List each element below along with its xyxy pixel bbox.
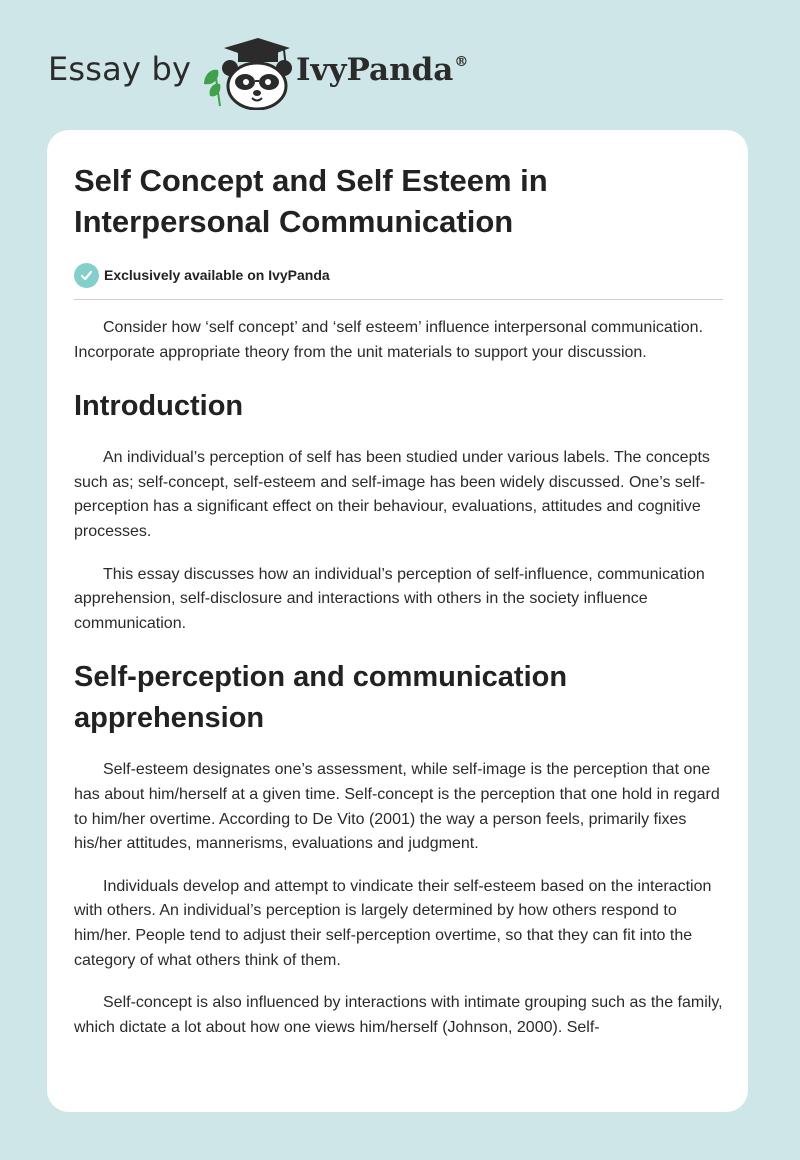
panda-logo-icon — [200, 34, 292, 110]
essay-prompt: Consider how ‘self concept’ and ‘self esteem’ influence interpersonal communication. Incorporate appropriate theory from the unit materials to support your discussion. — [74, 319, 704, 361]
title-divider — [74, 299, 723, 300]
check-icon — [74, 263, 99, 288]
essay-title: Self Concept and Self Esteem in Interpersonal Communication — [74, 163, 548, 239]
exclusive-badge-text: Exclusively available on IvyPanda — [104, 267, 330, 283]
section-heading-self-perception: Self-perception and communication apprehension — [74, 661, 568, 735]
section-heading-introduction: Introduction — [74, 390, 244, 423]
self-perception-paragraph-2: Individuals develop and attempt to vindicate their self-esteem based on the interaction with others. An individual’s perception is largely determined by how others respond to him/her. People tend to adjust their self-perception overtime, so that they can fit into the category of what others think of them. — [74, 877, 712, 969]
brand-name — [296, 52, 468, 88]
brand-header[interactable] — [48, 34, 508, 114]
essay-card — [47, 130, 748, 1112]
self-perception-paragraph-3: Self-concept is also influenced by interactions with intimate grouping such as the family, which dictate a lot about how one views him/herself (Johnson, 2000). Self- — [74, 994, 723, 1036]
intro-paragraph-1: An individual’s perception of self has been studied under various labels. The concepts such as; self-concept, self-esteem and self-image has been widely discussed. One’s self-perception has a significant effect on their behaviour, evaluations, attitudes and cognitive processes. — [74, 449, 710, 540]
intro-paragraph-2: This essay discusses how an individual’s perception of self-influence, communication apprehension, self-disclosure and interactions with others in the society influence communication. — [74, 565, 705, 632]
essay-content — [74, 160, 724, 1040]
registered-mark: ® — [454, 54, 469, 70]
exclusive-badge — [74, 262, 724, 288]
brand-name-text: IvyPanda — [296, 52, 454, 88]
self-perception-paragraph-1: Self-esteem designates one’s assessment, while self-image is the perception that one has about him/herself at a given time. Self-concept is the perception that one hold in regard to him/her overtime. According to De Vito (2001) the way a person feels, primarily fixes his/her attitudes, mannerisms, evaluations and judgment. — [74, 761, 720, 853]
brand-prefix: Essay by — [48, 50, 192, 88]
